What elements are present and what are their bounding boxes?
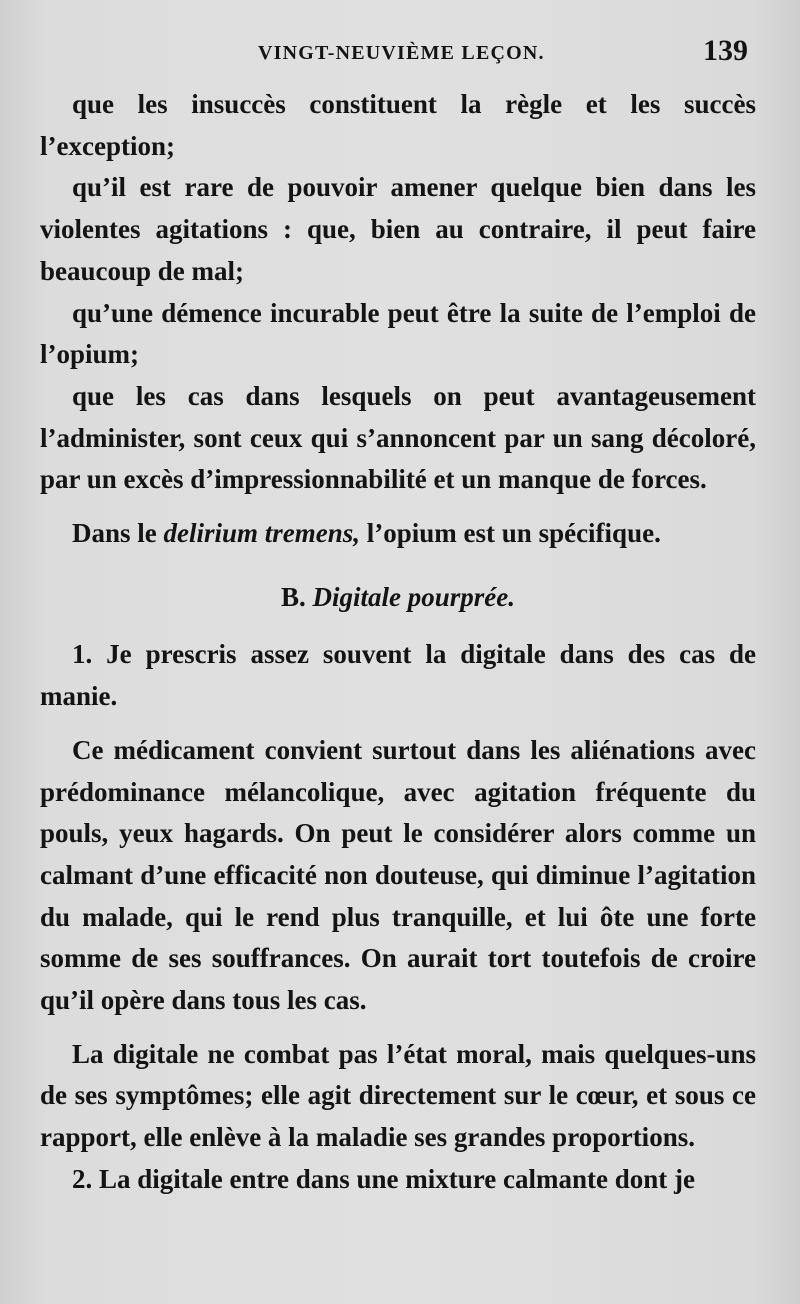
paragraph-delirium [40, 513, 756, 555]
paragraph: 1. Je prescris assez souvent la digitale dans des cas de manie. [40, 639, 756, 712]
paragraph: 2. La digitale entre dans une mixture calmante dont je [72, 1163, 695, 1194]
text-run: Dans le [72, 518, 164, 549]
paragraph: que les insuccès constituent la règle et les succès l’exception; [40, 89, 756, 161]
body-text [40, 84, 756, 1201]
paragraph: qu’il est rare de pouvoir amener quelque bien dans les violentes agitations : que, bien au contraire, il peut faire beaucoup de mal; [40, 172, 756, 286]
paragraph: qu’une démence incurable peut être la suite de l’emploi de l’opium; [40, 297, 756, 370]
italic-term: delirium tremens, [163, 518, 361, 549]
section-letter: B. [280, 581, 313, 612]
paragraph: La digitale ne combat pas l’état moral, mais quelques-uns de ses symptômes; elle agit directement sur le cœur, et sous ce rapport, elle enlève à la maladie ses grandes proportions. [40, 1038, 756, 1153]
section-title: Digitale pourprée. [312, 581, 515, 612]
paragraph: Ce médicament convient surtout dans les aliénations avec prédominance mélancolique, avec agitation fréquente du pouls, yeux hagards. On peut le considérer alors comme un calmant d’une efficacité non douteuse, qui diminue l’agitation du malade, qui le rend plus tranquille, et lui ôte une forte somme de ses souffrances. On aurait tort toutefois de croire qu’il opère dans tous les cas. [40, 734, 756, 1016]
paragraph: que les cas dans lesquels on peut avantageusement l’administer, sont ceux qui s’annoncent par un sang décoloré, par un excès d’impressionnabilité et un manque de forces. [40, 380, 756, 495]
section-heading [40, 577, 756, 619]
page-header [0, 34, 800, 74]
text-run: l’opium est un spécifique. [360, 518, 661, 549]
running-head: VINGT-NEUVIÈME LEÇON. [258, 42, 545, 64]
page-number: 139 [703, 34, 748, 67]
